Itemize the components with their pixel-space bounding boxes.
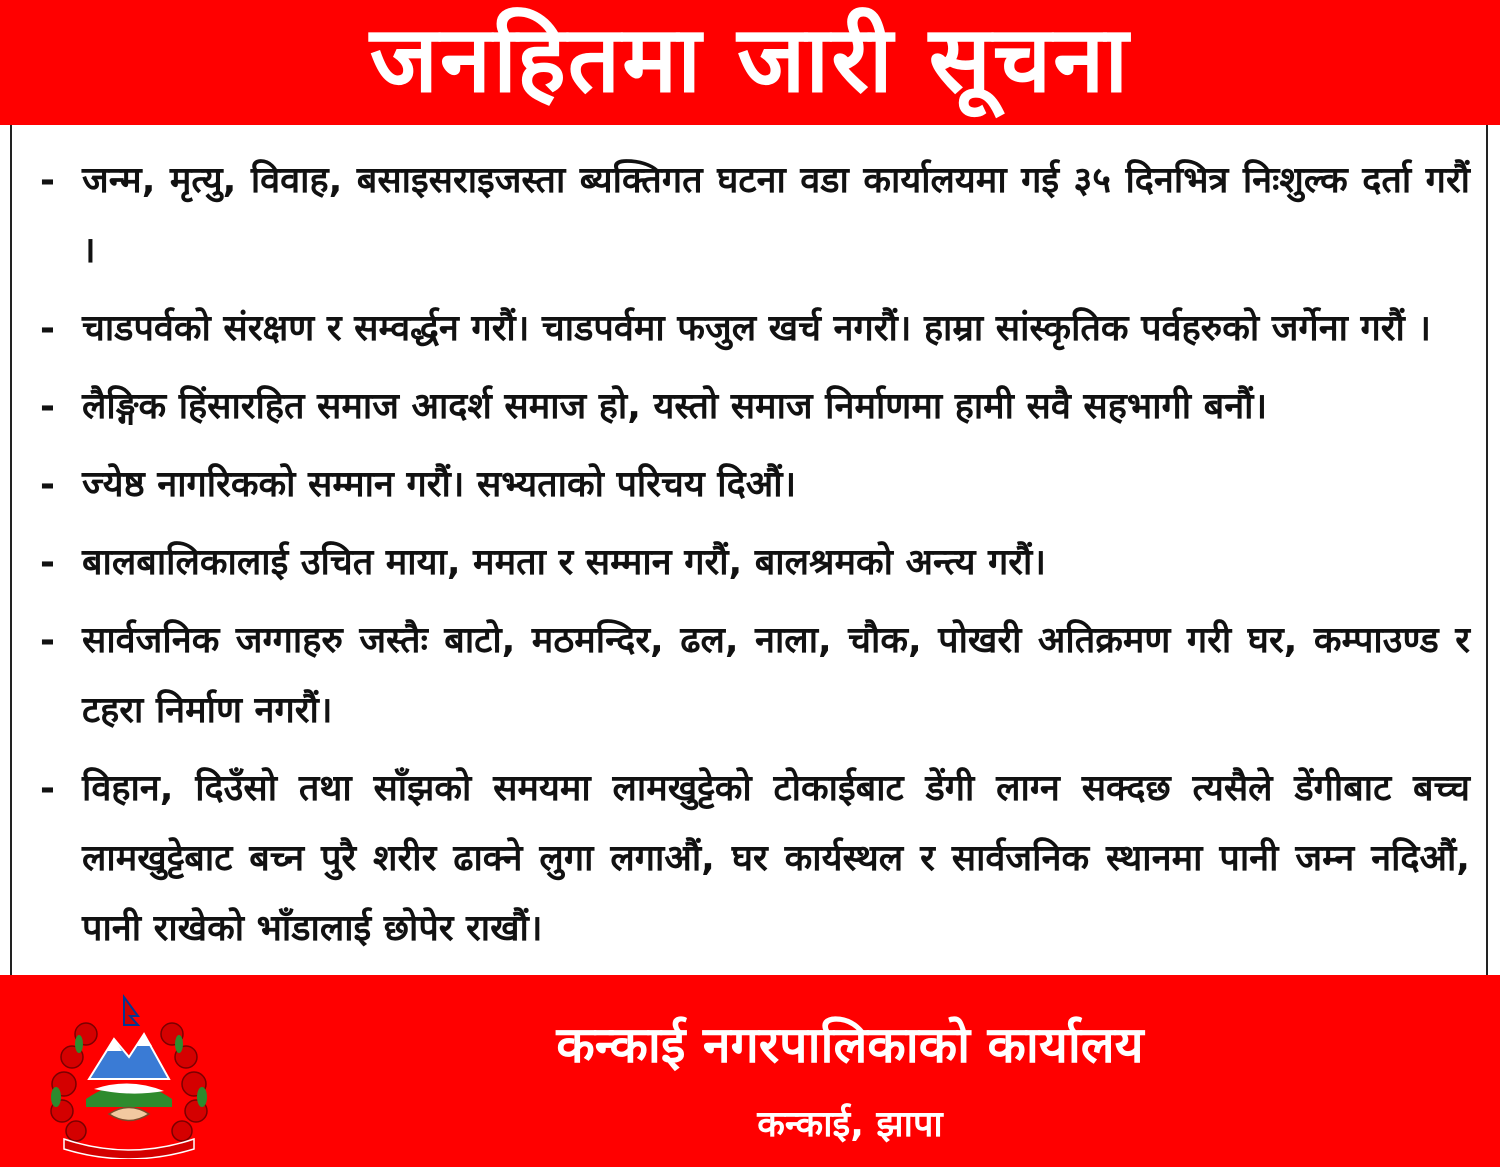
office-name: कन्काई नगरपालिकाको कार्यालय	[556, 1016, 1144, 1074]
notice-text: जन्म, मृत्यु, विवाह, बसाइसराइजस्ता ब्यक्तिगत घटना वडा कार्यालयमा गई ३५ दिनभित्र निःशुल्क दर्ता गरौं ।	[82, 160, 1470, 271]
notice-item-children	[40, 528, 1470, 598]
notice-footer	[0, 975, 1500, 1167]
notice-text: विहान, दिउँसो तथा साँझको समयमा लामखुट्टेको टोकाईबाट डेंगी लाग्न सक्दछ त्यसैले डेंगीबाट बच्च लामखुट्टेबाट बच्न पुरै शरीर ढाक्ने लुगा लगाऔं, घर कार्यस्थल र सार्वजनिक स्थानमा पानी जम्न नदिऔं, पानी राखेको भाँडालाई छोपेर राखौं।	[82, 768, 1470, 949]
notice-item-festivals	[40, 294, 1470, 364]
list-bullet: -	[40, 768, 55, 809]
list-bullet: -	[40, 542, 55, 583]
notice-item-dengue	[40, 754, 1470, 964]
notice-item-gender-violence	[40, 372, 1470, 442]
notice-item-vital-registration	[40, 146, 1470, 286]
notice-text: चाडपर्वको संरक्षण र सम्वर्द्धन गरौं। चाडपर्वमा फजुल खर्च नगरौं। हाम्रा सांस्कृतिक पर्वहरुको जर्गेना गरौं ।	[82, 308, 1432, 349]
notice-item-senior-citizens	[40, 450, 1470, 520]
nepal-government-emblem-icon	[34, 989, 224, 1159]
list-bullet: -	[40, 308, 55, 349]
list-bullet: -	[40, 160, 55, 201]
notice-text: ज्येष्ठ नागरिकको सम्मान गरौं। सभ्यताको परिचय दिऔं।	[82, 464, 797, 505]
notice-header	[0, 0, 1500, 125]
list-bullet: -	[40, 386, 55, 427]
notice-text: बालबालिकालाई उचित माया, ममता र सम्मान गरौं, बालश्रमको अन्त्य गरौं।	[82, 542, 1046, 583]
page-title: जनहितमा जारी सूचना	[369, 5, 1131, 113]
list-bullet: -	[40, 620, 55, 661]
notice-text: लैङ्गिक हिंसारहित समाज आदर्श समाज हो, यस्तो समाज निर्माणमा हामी सवै सहभागी बनौं।	[82, 386, 1268, 427]
office-location: कन्काई, झापा	[757, 1104, 943, 1145]
notice-text: सार्वजनिक जग्गाहरु जस्तैः बाटो, मठमन्दिर, ढल, नाला, चौक, पोखरी अतिक्रमण गरी घर, कम्पाउण्ड र टहरा निर्माण नगरौं।	[82, 620, 1470, 731]
notice-list	[40, 146, 1470, 972]
list-bullet: -	[40, 464, 55, 505]
notice-item-public-land	[40, 606, 1470, 746]
